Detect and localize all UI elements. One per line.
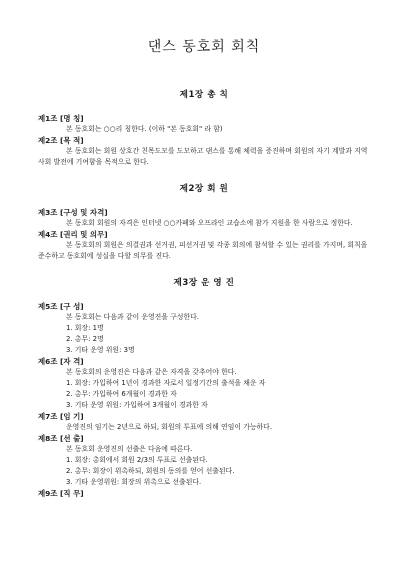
article-9-heading: 제9조 [직 무] xyxy=(38,489,84,498)
article-5-line: 1. 회장: 1명 xyxy=(66,324,104,332)
article-5-line: 본 동호회는 다음과 같이 운영진을 구성한다. xyxy=(66,313,199,321)
article-1-heading: 제1조 [명 칭] xyxy=(38,114,84,123)
article-8-line: 2. 총무: 회장이 위촉하되, 회원의 동의를 얻어 선출된다. xyxy=(66,467,235,475)
article-5-line: 2. 총무: 2명 xyxy=(66,335,104,343)
article-2-heading: 제2조 [목 적] xyxy=(38,136,84,145)
article-6 xyxy=(38,356,370,411)
article-1-text: 본 동호회는 ○○리 칭한다. (이하 "본 동호회" 라 함) xyxy=(66,125,223,133)
article-3-text: 본 동호회 회원의 자격은 인터넷 ○○카페와 오프라인 교습소에 참가 지원을 한 사람으로 정한다. xyxy=(66,219,353,227)
article-1 xyxy=(38,113,370,135)
article-5-heading: 제5조 [구 성] xyxy=(38,302,84,311)
article-9 xyxy=(38,488,370,499)
article-6-heading: 제6조 [자 격] xyxy=(38,357,84,366)
chapter-3-heading: 제3장 운 영 진 xyxy=(173,278,235,288)
article-7-line: 운영진의 임기는 2년으로 하되, 회원의 투표에 의해 연임이 가능하다. xyxy=(66,423,273,431)
article-5-line: 3. 기타 운영 위원: 3명 xyxy=(66,346,135,354)
article-6-line: 본 동호회의 운영진은 다음과 같은 자격을 갖추어야 한다. xyxy=(66,368,237,376)
article-4-text: 본 동호회의 회원은 의결권과 선거권, 피선거권 및 각종 회의에 참석할 수 있는 권리를 가지며, 회칙을 준수하고 동호회에 성실을 다할 의무를 진다. xyxy=(38,241,368,260)
chapter-1-heading: 제1장 총 칙 xyxy=(179,90,229,100)
article-2-text: 본 동호회는 회원 상호간 친목도모를 도모하고 댄스를 통해 체력을 증진하며 회원의 자기 계발과 지역 사회 발전에 기여함을 목적으로 한다. xyxy=(38,147,368,166)
article-2 xyxy=(38,135,370,168)
article-5 xyxy=(38,301,370,356)
article-8 xyxy=(38,433,370,488)
article-8-heading: 제8조 [선 출] xyxy=(38,434,84,443)
article-6-line: 1. 회장: 가입하여 1년이 경과한 자로서 일정기간의 출석을 채운 자 xyxy=(66,379,266,387)
article-7-heading: 제7조 [임 기] xyxy=(38,412,84,421)
article-3-heading: 제3조 [구성 및 자격] xyxy=(38,208,108,217)
article-3 xyxy=(38,207,370,229)
document-title: 댄스 동호회 회칙 xyxy=(147,39,261,55)
article-4 xyxy=(38,229,370,262)
article-8-line: 1. 회장: 총회에서 회원 2/3의 투표로 선출된다. xyxy=(66,456,208,464)
article-7 xyxy=(38,411,370,433)
article-8-line: 3. 기타 운영위원: 회장의 위촉으로 선출된다. xyxy=(66,478,202,486)
article-8-line: 본 동호회 운영진의 선출은 다음에 따른다. xyxy=(66,445,193,453)
chapter-2-heading: 제2장 회 원 xyxy=(179,184,229,194)
article-6-line: 3. 기타 운영 위원: 가입하여 3개월이 경과한 자 xyxy=(66,401,208,409)
article-6-line: 2. 총무: 가입하여 6개월이 경과한 자 xyxy=(66,390,177,398)
article-4-heading: 제4조 [권리 및 의무] xyxy=(38,230,108,239)
